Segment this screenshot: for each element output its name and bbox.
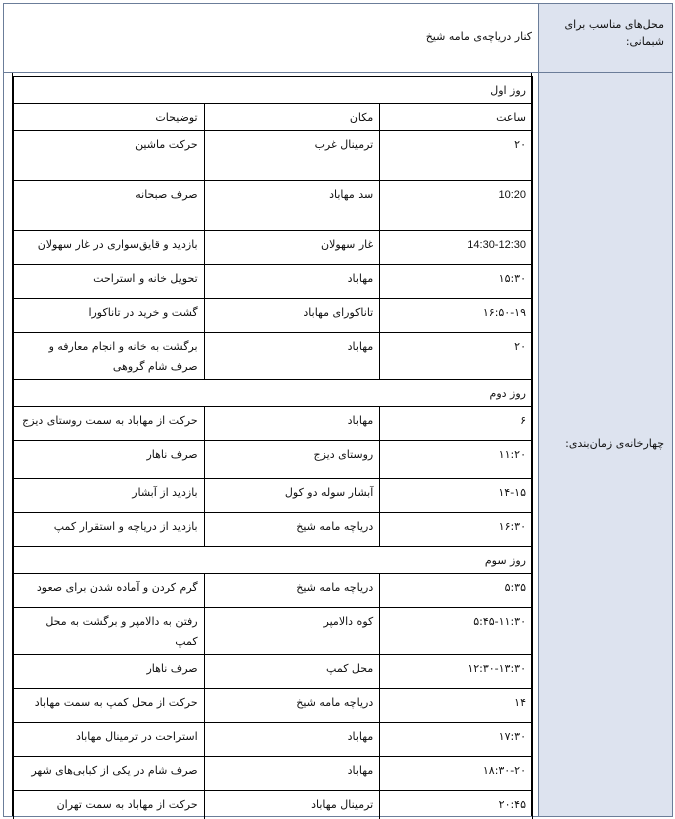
row-place: مهاباد [204, 407, 380, 441]
row-place: مهاباد [204, 757, 380, 791]
row-time: ۶ [380, 407, 533, 441]
schedule-row [14, 333, 533, 380]
row-description: صرف ناهار [14, 441, 205, 479]
label-suitable-places: محل‌های مناسب برای شبمانی: [539, 4, 672, 73]
row-time: ۱۶:۳۰ [380, 513, 533, 547]
schedule-row [14, 441, 533, 479]
row-description: صرف شام در یکی از کبابی‌های شهر [14, 757, 205, 791]
row-description: صرف ناهار [14, 655, 205, 689]
row-place: مهاباد [204, 265, 380, 299]
row-description: استراحت در ترمینال مهاباد [14, 723, 205, 757]
row-time: ۵:۳۵ [380, 574, 533, 608]
label-schedule: چهارخانه‌ی زمان‌بندی: [565, 437, 664, 450]
row-time: ۱۷:۳۰ [380, 723, 533, 757]
row-description: بازدید و قایق‌سواری در غار سهولان [14, 231, 205, 265]
schedule-row [14, 655, 533, 689]
row-description: رفتن به دالامپر و برگشت به محل کمپ [14, 608, 205, 655]
row-place: سد مهاباد [204, 181, 380, 231]
row-description: حرکت از محل کمپ به سمت مهاباد [14, 689, 205, 723]
row-place: تاناکورای مهاباد [204, 299, 380, 333]
row-time: ۱۸:۳۰-۲۰ [380, 757, 533, 791]
row-time: ۲۰ [380, 333, 533, 380]
schedule-row [14, 181, 533, 231]
schedule-row [14, 231, 533, 265]
row-place: کوه دالامپر [204, 608, 380, 655]
row-time: 10:20 [380, 181, 533, 231]
schedule-row [14, 407, 533, 441]
schedule-row [14, 299, 533, 333]
row-time: ۵:۴۵-۱۱:۳۰ [380, 608, 533, 655]
row-place: محل کمپ [204, 655, 380, 689]
row-place: آبشار سوله دو کول [204, 479, 380, 513]
row-place: مهاباد [204, 723, 380, 757]
suitable-places-value: کنار دریاچه‌ی مامه شیخ [4, 4, 538, 73]
row-time: ۱۴-۱۵ [380, 479, 533, 513]
row-place: غار سهولان [204, 231, 380, 265]
day-header-row [14, 547, 533, 574]
column-header-row [14, 104, 533, 131]
day-title: روز اول [14, 77, 533, 104]
day-header-row [14, 380, 533, 407]
row-time: ۲۰:۴۵ [380, 791, 533, 819]
row-description: گشت و خرید در تاناکورا [14, 299, 205, 333]
column-header-place: مکان [204, 104, 380, 131]
row-time: ۱۲:۳۰-۱۳:۳۰ [380, 655, 533, 689]
row-description: تحویل خانه و استراحت [14, 265, 205, 299]
row-description: برگشت به خانه و انجام معارفه و صرف شام گروهی [14, 333, 205, 380]
row-time: ۱۵:۳۰ [380, 265, 533, 299]
row-place: مهاباد [204, 333, 380, 380]
column-header-description: توضیحات [14, 104, 205, 131]
row-description: حرکت ماشین [14, 131, 205, 181]
row-description: حرکت از مهاباد به سمت تهران [14, 791, 205, 819]
row-time: ۲۰ [380, 131, 533, 181]
row-description: صرف صبحانه [14, 181, 205, 231]
row-place: روستای دیزج [204, 441, 380, 479]
schedule-row [14, 689, 533, 723]
schedule-row [14, 513, 533, 547]
day-header-row [14, 77, 533, 104]
row-time: ۱۴ [380, 689, 533, 723]
row-place: دریاچه مامه شیخ [204, 574, 380, 608]
schedule-row [14, 791, 533, 819]
row-place: دریاچه مامه شیخ [204, 513, 380, 547]
schedule-row [14, 265, 533, 299]
row-time: 14:30-12:30 [380, 231, 533, 265]
column-header-time: ساعت [380, 104, 533, 131]
day-title: روز دوم [14, 380, 533, 407]
row-description: گرم کردن و آماده شدن برای صعود [14, 574, 205, 608]
row-description: بازدید از آبشار [14, 479, 205, 513]
row-time: ۱۶:۵۰-۱۹ [380, 299, 533, 333]
schedule-table [13, 76, 533, 819]
row-place: دریاچه مامه شیخ [204, 689, 380, 723]
row-description: بازدید از دریاچه و استقرار کمپ [14, 513, 205, 547]
label-column [538, 4, 672, 816]
row-time: ۱۱:۲۰ [380, 441, 533, 479]
schedule-row [14, 723, 533, 757]
row-place: ترمینال غرب [204, 131, 380, 181]
outer-table [3, 3, 673, 817]
day-title: روز سوم [14, 547, 533, 574]
schedule-row [14, 479, 533, 513]
schedule-container [12, 73, 532, 816]
schedule-row [14, 757, 533, 791]
row-description: حرکت از مهاباد به سمت روستای دیزج [14, 407, 205, 441]
schedule-row [14, 608, 533, 655]
row-place: ترمینال مهاباد [204, 791, 380, 819]
schedule-row [14, 131, 533, 181]
schedule-row [14, 574, 533, 608]
